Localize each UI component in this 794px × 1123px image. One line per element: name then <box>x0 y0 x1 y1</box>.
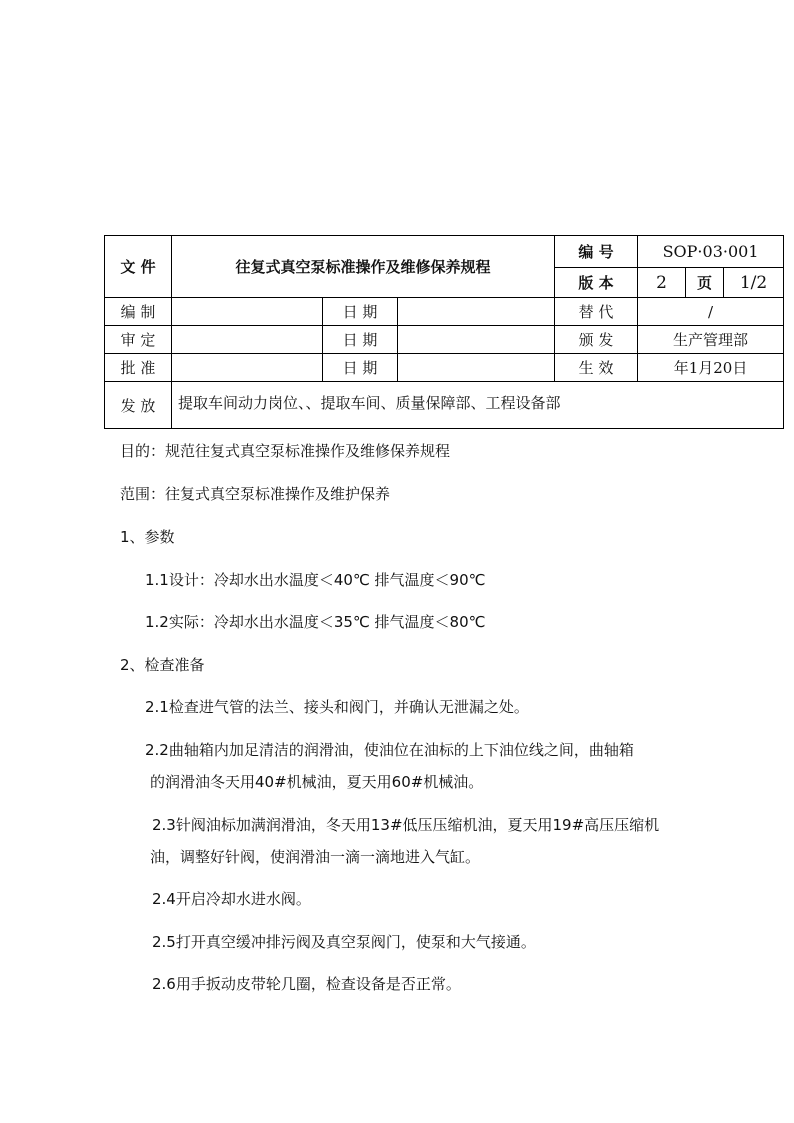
section-1-heading: 1、参数 <box>120 528 175 546</box>
item-1-1: 1.1设计：冷却水出水温度＜40℃ 排气温度＜90℃ <box>145 571 486 589</box>
item-2-5: 2.5打开真空缓冲排污阀及真空泵阀门，使泵和大气接通。 <box>152 933 536 951</box>
effective-value: 年1月20日 <box>638 354 784 382</box>
version-value: 2 <box>638 268 686 298</box>
issue-value: 生产管理部 <box>638 326 784 354</box>
item-2-2-line2: 的润滑油冬天用40#机械油，夏天用60#机械油。 <box>150 773 484 791</box>
scope-text: 范围：往复式真空泵标准操作及维护保养 <box>120 485 391 503</box>
review-date-value <box>398 326 555 354</box>
distribute-label: 发 放 <box>105 382 172 429</box>
compile-date-value <box>398 298 555 326</box>
doc-label: 文 件 <box>105 236 172 298</box>
page-value: 1/2 <box>724 268 784 298</box>
code-label: 编 号 <box>555 236 638 268</box>
approve-value <box>172 354 323 382</box>
approve-label: 批 准 <box>105 354 172 382</box>
item-2-3-line1: 2.3针阀油标加满润滑油，冬天用13#低压压缩机油，夏天用19#高压压缩机 <box>152 816 660 834</box>
item-2-4: 2.4开启冷却水进水阀。 <box>152 890 311 908</box>
page-label: 页 <box>686 268 724 298</box>
replace-value: / <box>638 298 784 326</box>
version-label: 版 本 <box>555 268 638 298</box>
review-date-label: 日 期 <box>323 326 398 354</box>
item-2-6: 2.6用手扳动皮带轮几圈，检查设备是否正常。 <box>152 975 461 993</box>
item-2-2-line1: 2.2曲轴箱内加足清洁的润滑油，使油位在油标的上下油位线之间，曲轴箱 <box>145 741 634 759</box>
distribute-value: 提取车间动力岗位、、提取车间、质量保障部、工程设备部 <box>172 382 784 429</box>
compile-label: 编 制 <box>105 298 172 326</box>
compile-value <box>172 298 323 326</box>
effective-label: 生 效 <box>555 354 638 382</box>
section-2-heading: 2、检查准备 <box>120 656 205 674</box>
doc-title: 往复式真空泵标准操作及维修保养规程 <box>172 236 555 298</box>
item-1-2: 1.2实际：冷却水出水温度＜35℃ 排气温度＜80℃ <box>145 613 486 631</box>
item-2-3-line2: 油，调整好针阀，使润滑油一滴一滴地进入气缸。 <box>150 848 481 866</box>
review-value <box>172 326 323 354</box>
purpose-text: 目的：规范往复式真空泵标准操作及维修保养规程 <box>120 442 451 460</box>
compile-date-label: 日 期 <box>323 298 398 326</box>
review-label: 审 定 <box>105 326 172 354</box>
document-header-table <box>104 235 784 429</box>
approve-date-value <box>398 354 555 382</box>
approve-date-label: 日 期 <box>323 354 398 382</box>
code-value: SOP·03·001 <box>638 236 784 268</box>
replace-label: 替 代 <box>555 298 638 326</box>
issue-label: 颁 发 <box>555 326 638 354</box>
item-2-1: 2.1检查进气管的法兰、接头和阀门，并确认无泄漏之处。 <box>145 698 529 716</box>
